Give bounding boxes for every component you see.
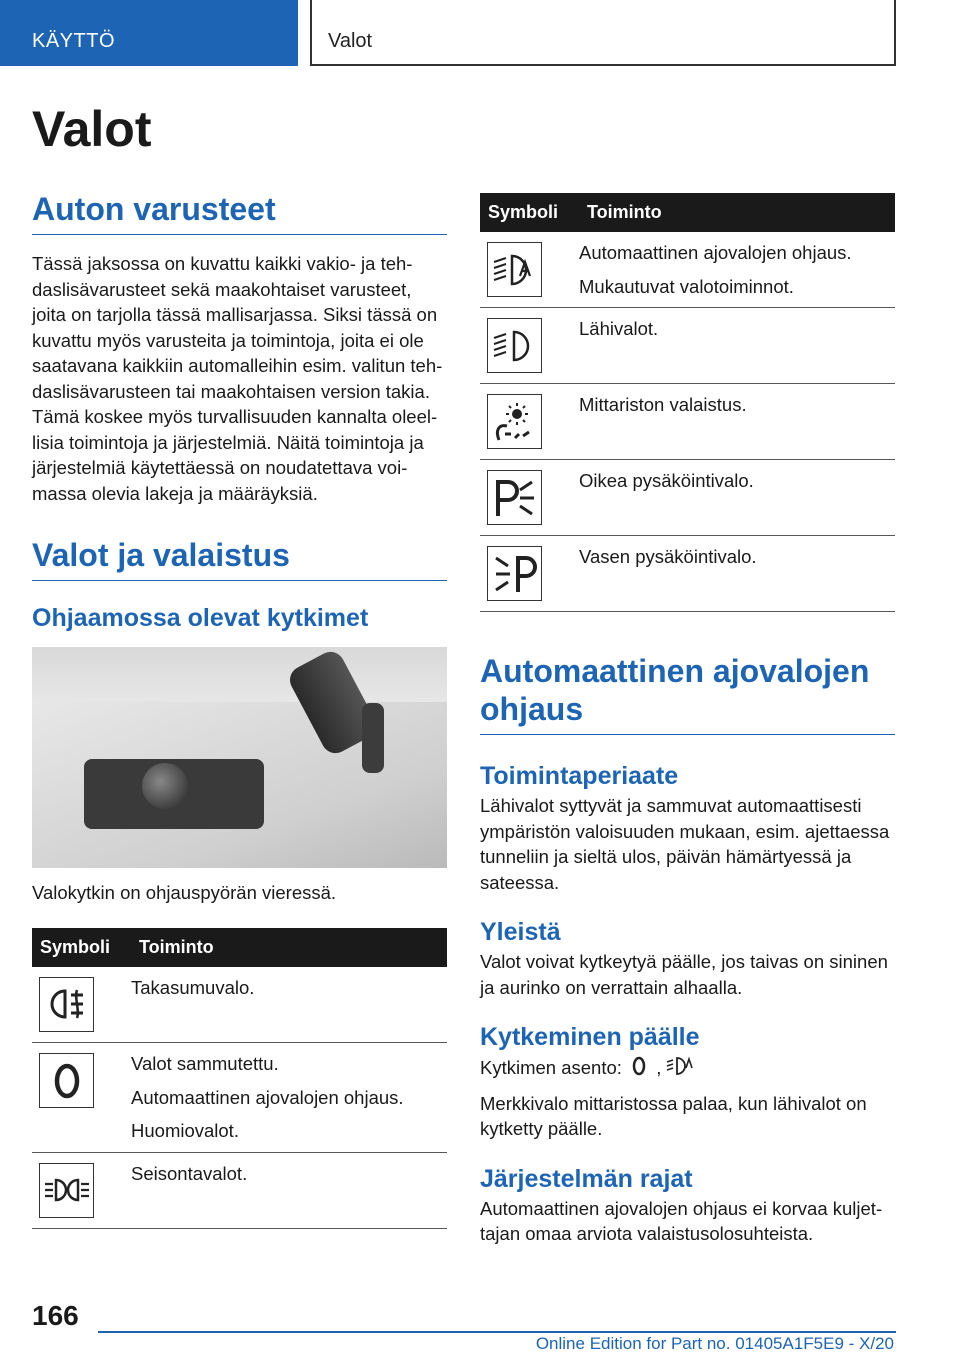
list-item: Huomiovalot. — [131, 1120, 239, 1141]
col-symbol: Symboli — [32, 928, 131, 967]
list-item: Lähivalot. — [579, 318, 659, 339]
heading-general: Yleistä — [480, 918, 561, 946]
list-item: Mittariston valaistus. — [579, 394, 747, 415]
table-row — [480, 384, 895, 460]
col-function: Toiminto — [579, 193, 895, 232]
symbol-table-left — [32, 928, 447, 1229]
heading-limits: Järjestelmän rajat — [480, 1164, 693, 1193]
paragraph-switch-position — [480, 1054, 895, 1085]
paragraph-general: Valot voivat kytkeytyä päälle, jos taivas on sininen ja aurinko on verrattain alhaalla. — [480, 951, 888, 998]
table-row — [32, 967, 447, 1043]
col-symbol: Symboli — [480, 193, 579, 232]
paragraph-limits: Automaattinen ajovalojen ohjaus ei korvaa kuljettajan omaa arviota valaistusolosuhteista. — [480, 1197, 883, 1244]
section-tab[interactable]: KÄYTTÖ — [0, 0, 298, 66]
switch-position-label: Kytkimen asento: — [480, 1057, 622, 1079]
heading-lights: Valot ja valaistus — [32, 536, 447, 581]
heading-switch-on: Kytkeminen päälle — [480, 1023, 700, 1051]
heading-principle: Toimintaperiaate — [480, 762, 679, 790]
page-title: Valot — [32, 101, 152, 157]
chapter-tab[interactable]: Valot — [310, 0, 896, 66]
auto-headlight-icon — [487, 242, 542, 297]
list-item: Automaattinen ajovalojen ohjaus. — [131, 1086, 404, 1108]
rear-fog-light-icon — [39, 977, 94, 1032]
heading-switches: Ohjaamossa olevat kytkimet — [32, 604, 369, 632]
edition-link[interactable]: Online Edition for Part no. 01405A1F5E9 - X/20 — [535, 1334, 894, 1353]
col-function: Toiminto — [131, 928, 447, 967]
header-bar — [0, 0, 960, 66]
symbol-table-right — [480, 193, 895, 612]
lights-off-zero-icon — [39, 1053, 94, 1108]
paragraph-indicator: Merkkivalo mittaristossa palaa, kun lähivalot on kytketty päälle. — [480, 1092, 867, 1139]
auto-headlight-icon — [666, 1054, 694, 1085]
table-row — [32, 1043, 447, 1153]
table-row — [480, 460, 895, 536]
paragraph-equipment: Tässä jaksossa on kuvattu kaikki vakio- ja tehdaslisävarusteet sekä maakohtaiset varusteet, joita on tarjolla tässä mallisarjassa. Siksi tässä on kuvattu myös varusteita ja toimintoja, joita ei ole saatavana kaikkiin automalleihin esim. valitun tehdaslisävarusteen tai maakohtaisen version takia. Tämä koskee myös turvallisuuden kannalta oleellisia toimintoja ja järjestelmiä. Näitä toimintoja ja järjestelmiä käytettäessä on noudatettava voimassa olevia lakeja ja määräyksiä. — [32, 253, 443, 504]
parking-lights-icon — [39, 1163, 94, 1218]
heading-equipment: Auton varusteet — [32, 190, 447, 235]
low-beam-icon — [487, 318, 542, 373]
list-item: Mukautuvat valotoiminnot. — [579, 275, 794, 297]
list-item: Automaattinen ajovalojen ohjaus. — [579, 242, 852, 263]
instrument-lighting-icon — [487, 394, 542, 449]
list-item: Vasen pysäköintivalo. — [579, 546, 757, 567]
lights-off-zero-icon — [627, 1054, 651, 1085]
right-parking-light-icon — [487, 470, 542, 525]
footer-divider — [98, 1331, 896, 1333]
left-column — [32, 190, 447, 1229]
list-item: Valot sammutettu. — [131, 1053, 279, 1074]
table-row — [480, 308, 895, 384]
left-parking-light-icon — [487, 546, 542, 601]
page-number: 166 — [32, 1300, 79, 1331]
list-item: Oikea pysäköintivalo. — [579, 470, 754, 491]
table-row — [32, 1152, 447, 1228]
table-row — [480, 232, 895, 308]
paragraph-principle: Lähivalot syttyvät ja sammuvat automaattisesti ympäristön valoisuuden mukaan, esim. ajettaessa tunneliin ja sieltä ulos, päivän hämärtyessä ja sateessa. — [480, 795, 890, 893]
photo-caption: Valokytkin on ohjauspyörän vieressä. — [32, 882, 337, 903]
list-item: Seisontavalot. — [131, 1162, 248, 1184]
right-column — [480, 193, 895, 1247]
list-item: Takasumuvalo. — [131, 976, 255, 998]
separator: , — [656, 1057, 662, 1079]
table-row — [480, 536, 895, 612]
heading-auto-headlight: Automaattinen ajovalojen ohjaus — [480, 652, 895, 735]
light-switch-photo — [32, 647, 447, 868]
